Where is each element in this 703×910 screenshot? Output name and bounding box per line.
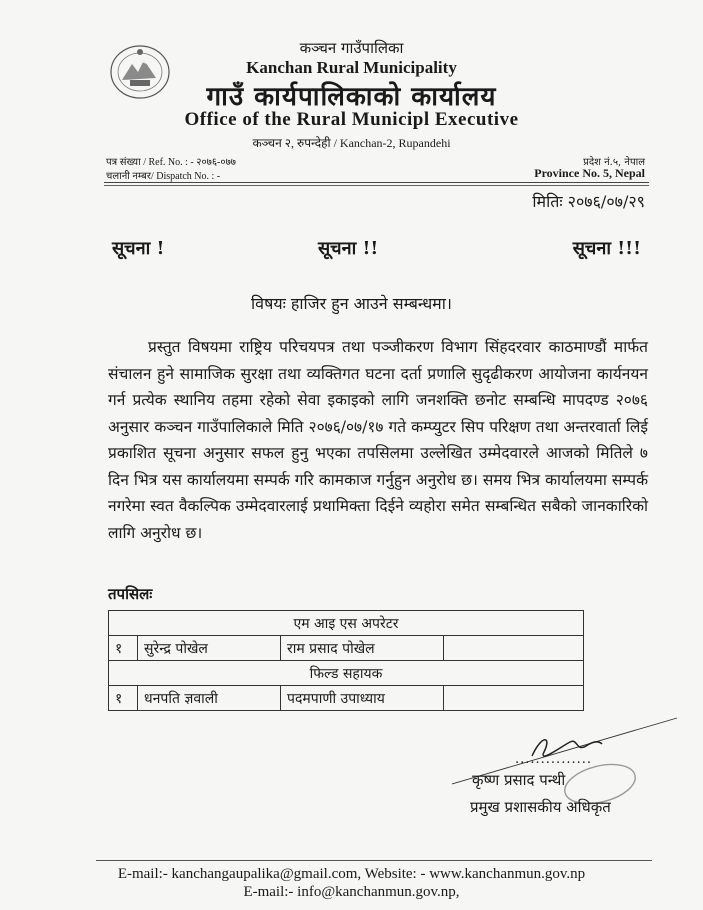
header-divider: [104, 182, 649, 183]
signatory-name: कृष्ण प्रसाद पन्थी: [472, 771, 566, 789]
candidate-table: [108, 610, 584, 711]
dispatch-number: चलानी नम्बर/ Dispatch No. : -: [106, 171, 221, 182]
notice-heading-1: सूचना !: [112, 238, 165, 259]
letter-date: मितिः २०७६/०७/२९: [532, 192, 645, 211]
footer-contact-line-1: E-mail:- kanchangaupalika@gmail.com, Website: - www.kanchanmun.gov.np: [117, 866, 586, 882]
ref-number: पत्र संख्या / Ref. No. : - २०७६-०७७: [106, 157, 236, 168]
serial-cell: १: [109, 636, 138, 661]
office-name-en: Office of the Rural Municipl Executive: [184, 109, 519, 130]
province-np: प्रदेश नं.५, नेपाल: [583, 157, 645, 168]
office-address: कञ्चन २, रुपन्देही / Kanchan-2, Rupandehi: [252, 136, 451, 150]
notice-heading-2: सूचना !!: [318, 238, 379, 259]
footer-contact-line-2: E-mail:- info@kanchanmun.gov.np,: [243, 884, 460, 900]
table-row: [109, 686, 584, 711]
extra-cell: [444, 686, 584, 711]
signatory-title: प्रमुख प्रशासकीय अधिकृत: [470, 798, 611, 816]
office-name-np: गाउँ कार्यपालिकाको कार्यालय: [206, 82, 497, 112]
municipality-name-en: Kanchan Rural Municipality: [246, 58, 457, 77]
letter-subject: विषयः हाजिर हुन आउने सम्बन्धमा।: [251, 294, 452, 313]
notice-heading-3: सूचना !!!: [572, 238, 641, 259]
section-title: एम आइ एस अपरेटर: [109, 611, 584, 636]
footer-divider: [96, 860, 652, 861]
section-header-row: [109, 611, 584, 636]
extra-cell: [444, 636, 584, 661]
municipality-name-np: कञ्चन गाउँपालिका: [299, 39, 404, 57]
serial-cell: १: [109, 686, 138, 711]
parent-name-cell: पदमपाणी उपाध्याय: [281, 686, 444, 711]
details-label: तपसिलः: [108, 585, 153, 603]
signature-dots: ...............: [515, 752, 592, 767]
candidate-name-cell: धनपति ज्ञवाली: [138, 686, 281, 711]
section-header-row: [109, 661, 584, 686]
letter-body: [108, 334, 648, 546]
body-text: प्रस्तुत विषयमा राष्ट्रिय परिचयपत्र तथा पञ्जीकरण विभाग सिंहदरवार काठमाण्डौं मार्फत संचालन हुने सामाजिक सुरक्षा तथा व्यक्तिगत घटना दर्ता प्रणालि सुदृढीकरण आयोजना कार्यनयन गर्न प्रत्येक स्थानिय तहमा रहेको सेवा इकाइको लागि जनशक्ति छनोट सम्बन्धि मापदण्ड २०७६ अनुसार कञ्चन गाउँपालिकाले मिति २०७६/०७/१७ गते कम्प्युटर सिप परिक्षण तथा अन्तरवार्ता लिई प्रकाशित सूचना अनुसार सफल हुनु भएका तपसिलमा उल्लेखित उम्मेदवारले आजको मितिले ७ दिन भित्र यस कार्यालयमा सम्पर्क गरि कामकाज गर्नुहुन अनुरोध छ। समय भित्र कार्यालयमा सम्पर्क नगरेमा स्वत वैकल्पिक उम्मेदवारलाई प्रथामिक्ता दिईने व्यहोरा समेत सम्बन्धित सबैको जानकारिको लागि अनुरोध छ।: [108, 338, 648, 542]
header-divider-thin: [104, 185, 649, 186]
parent-name-cell: राम प्रसाद पोखेल: [281, 636, 444, 661]
section-title: फिल्ड सहायक: [109, 661, 584, 686]
candidate-name-cell: सुरेन्द्र पोखेल: [138, 636, 281, 661]
province-en: Province No. 5, Nepal: [534, 166, 645, 180]
table-row: [109, 636, 584, 661]
